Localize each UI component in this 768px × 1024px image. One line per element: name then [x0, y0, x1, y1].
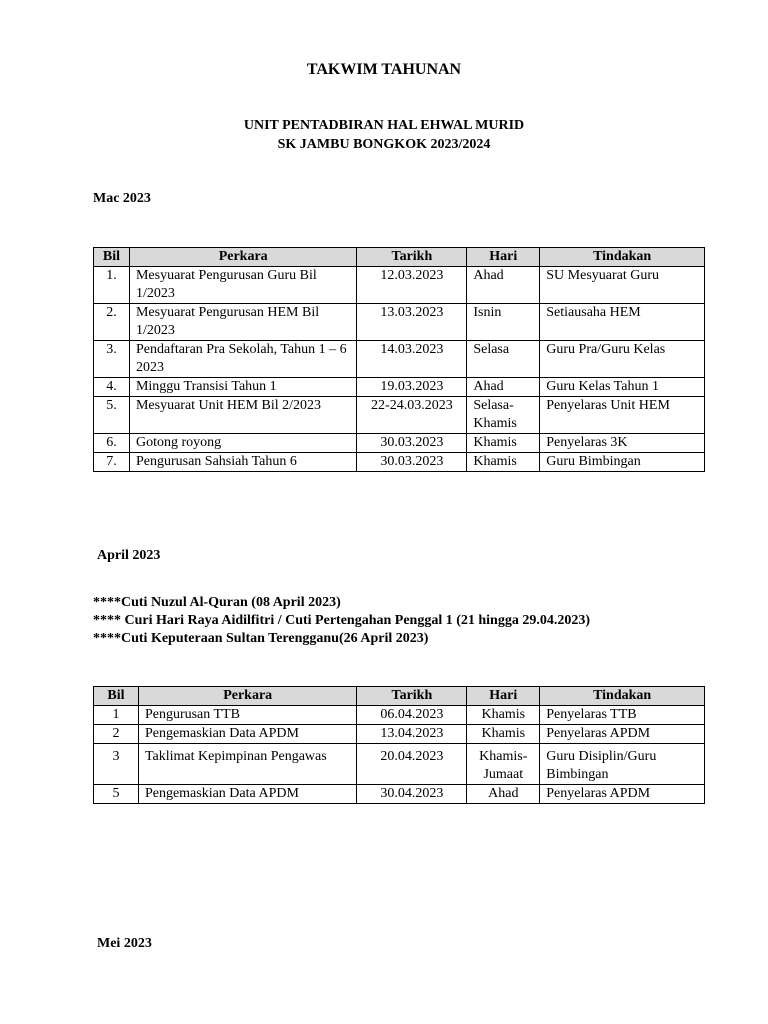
cell-hari: Selasa [467, 341, 540, 378]
cell-tarikh: 22-24.03.2023 [357, 397, 467, 434]
cell-bil: 5. [94, 397, 130, 434]
cell-perkara: Minggu Transisi Tahun 1 [129, 378, 357, 397]
month-heading-mei: Mei 2023 [97, 936, 152, 951]
cell-bil: 3. [94, 341, 130, 378]
holiday-note: ****Cuti Keputeraan Sultan Terengganu(26 April 2023) [93, 631, 429, 646]
cell-tarikh: 30.03.2023 [357, 453, 467, 472]
table-row [94, 378, 705, 397]
cell-tarikh: 30.04.2023 [357, 785, 467, 804]
cell-tarikh: 30.03.2023 [357, 434, 467, 453]
cell-tarikh: 13.04.2023 [357, 725, 467, 744]
cell-tindakan: Setiausaha HEM [540, 304, 705, 341]
document-title: TAKWIM TAHUNAN [306, 61, 462, 78]
april-schedule-table [93, 686, 705, 804]
cell-hari: Khamis-Jumaat [467, 744, 540, 785]
cell-tindakan: SU Mesyuarat Guru [540, 267, 705, 304]
cell-tarikh: 19.03.2023 [357, 378, 467, 397]
cell-perkara: Pengemaskian Data APDM [138, 785, 357, 804]
cell-perkara: Mesyuarat Pengurusan HEM Bil 1/2023 [129, 304, 357, 341]
cell-bil: 5 [94, 785, 139, 804]
table-row [94, 785, 705, 804]
month-heading-mac: Mac 2023 [93, 191, 151, 206]
cell-perkara: Pengemaskian Data APDM [138, 725, 357, 744]
table-header-row [94, 248, 705, 267]
cell-tindakan: Guru Bimbingan [540, 453, 705, 472]
cell-bil: 7. [94, 453, 130, 472]
cell-hari: Ahad [467, 267, 540, 304]
header-bil: Bil [94, 687, 139, 706]
header-hari: Hari [467, 687, 540, 706]
holiday-note: ****Cuti Nuzul Al-Quran (08 April 2023) [93, 595, 341, 610]
mac-schedule-table [93, 247, 705, 472]
header-bil: Bil [94, 248, 130, 267]
cell-tindakan: Penyelaras TTB [540, 706, 705, 725]
header-tarikh: Tarikh [357, 687, 467, 706]
cell-perkara: Gotong royong [129, 434, 357, 453]
table-row [94, 744, 705, 785]
table-row [94, 304, 705, 341]
cell-hari: Khamis [467, 706, 540, 725]
table-row [94, 434, 705, 453]
table-header-row [94, 687, 705, 706]
header-perkara: Perkara [138, 687, 357, 706]
cell-bil: 1 [94, 706, 139, 725]
school-name: SK JAMBU BONGKOK 2023/2024 [277, 137, 491, 152]
cell-hari: Khamis [467, 434, 540, 453]
cell-perkara: Mesyuarat Unit HEM Bil 2/2023 [129, 397, 357, 434]
table-row [94, 453, 705, 472]
cell-bil: 6. [94, 434, 130, 453]
cell-tindakan: Guru Disiplin/Guru Bimbingan [540, 744, 705, 785]
holiday-note: **** Curi Hari Raya Aidilfitri / Cuti Pertengahan Penggal 1 (21 hingga 29.04.2023) [93, 613, 590, 628]
cell-bil: 3 [94, 744, 139, 785]
cell-tindakan: Penyelaras 3K [540, 434, 705, 453]
cell-tarikh: 06.04.2023 [357, 706, 467, 725]
header-perkara: Perkara [129, 248, 357, 267]
cell-hari: Ahad [467, 378, 540, 397]
month-heading-april: April 2023 [97, 548, 161, 563]
table-row [94, 397, 705, 434]
cell-perkara: Taklimat Kepimpinan Pengawas [138, 744, 357, 785]
cell-bil: 2 [94, 725, 139, 744]
table-row [94, 267, 705, 304]
cell-tindakan: Penyelaras APDM [540, 725, 705, 744]
table-row [94, 341, 705, 378]
holiday-notes [93, 594, 590, 648]
header-tindakan: Tindakan [540, 687, 705, 706]
header-hari: Hari [467, 248, 540, 267]
header-tindakan: Tindakan [540, 248, 705, 267]
cell-bil: 2. [94, 304, 130, 341]
cell-hari: Khamis [467, 453, 540, 472]
cell-bil: 4. [94, 378, 130, 397]
cell-tarikh: 12.03.2023 [357, 267, 467, 304]
table-row [94, 706, 705, 725]
cell-tindakan: Penyelaras Unit HEM [540, 397, 705, 434]
cell-tarikh: 20.04.2023 [357, 744, 467, 785]
unit-name: UNIT PENTADBIRAN HAL EHWAL MURID [243, 118, 525, 133]
cell-tarikh: 13.03.2023 [357, 304, 467, 341]
cell-hari: Isnin [467, 304, 540, 341]
cell-hari: Khamis [467, 725, 540, 744]
cell-tindakan: Penyelaras APDM [540, 785, 705, 804]
header-tarikh: Tarikh [357, 248, 467, 267]
cell-tarikh: 14.03.2023 [357, 341, 467, 378]
table-row [94, 725, 705, 744]
cell-perkara: Pengurusan TTB [138, 706, 357, 725]
cell-perkara: Mesyuarat Pengurusan Guru Bil 1/2023 [129, 267, 357, 304]
cell-perkara: Pendaftaran Pra Sekolah, Tahun 1 – 6 2023 [129, 341, 357, 378]
cell-tindakan: Guru Pra/Guru Kelas [540, 341, 705, 378]
cell-hari: Selasa-Khamis [467, 397, 540, 434]
cell-bil: 1. [94, 267, 130, 304]
cell-hari: Ahad [467, 785, 540, 804]
cell-tindakan: Guru Kelas Tahun 1 [540, 378, 705, 397]
cell-perkara: Pengurusan Sahsiah Tahun 6 [129, 453, 357, 472]
